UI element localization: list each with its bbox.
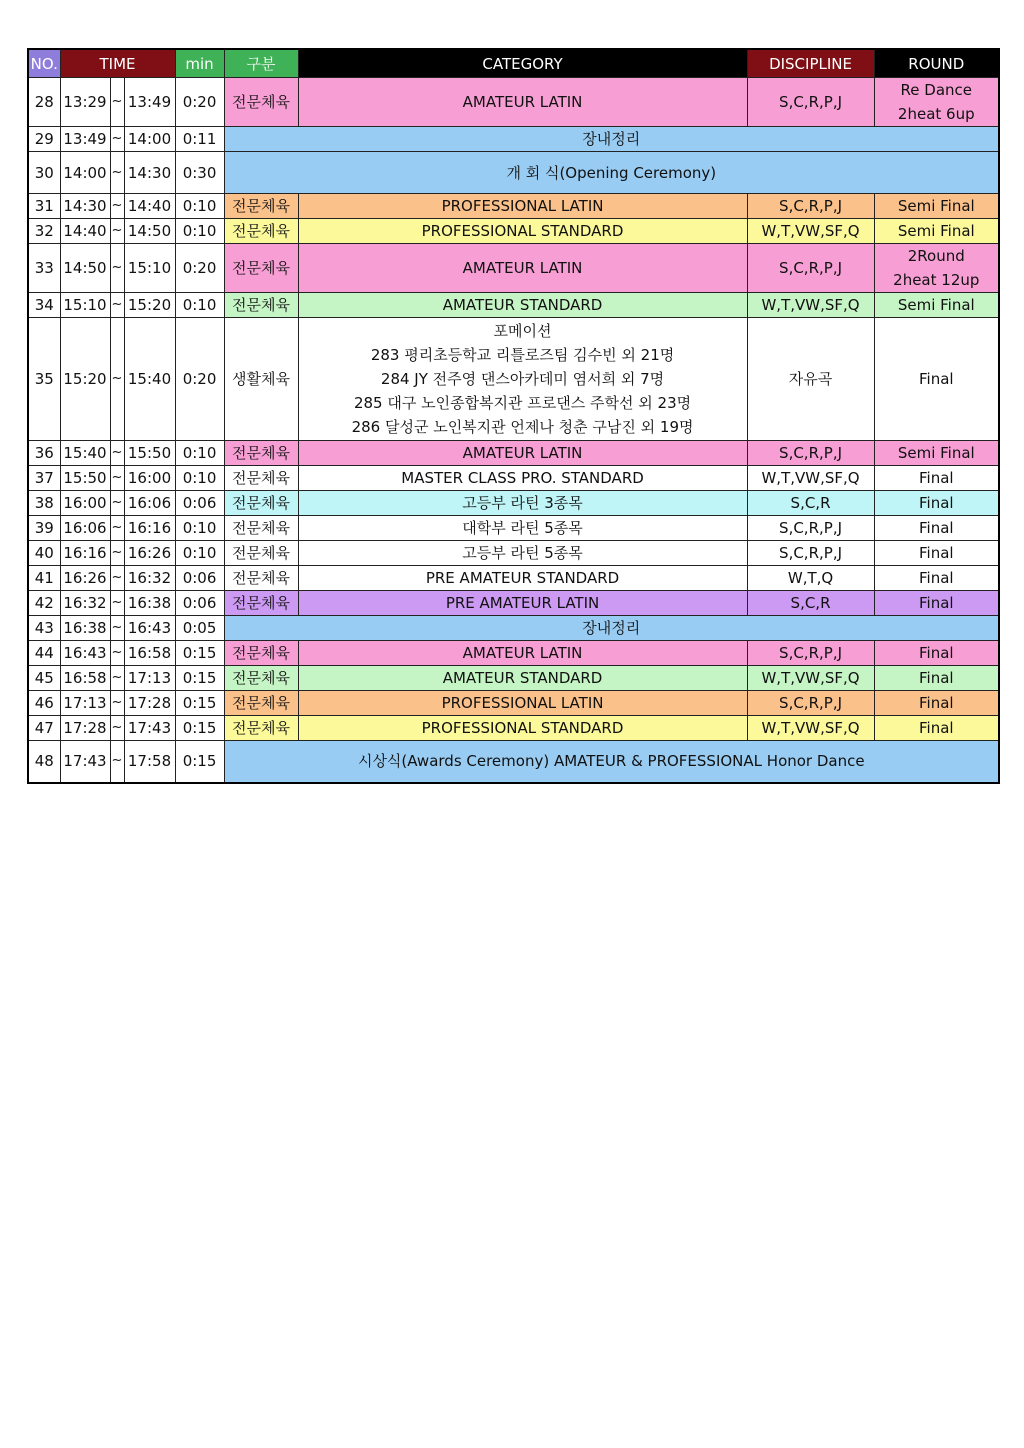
row-minutes: 0:10 xyxy=(175,194,224,219)
row-minutes: 0:15 xyxy=(175,691,224,716)
category-line: 283 평리초등학교 리틀로즈팀 김수빈 외 21명 xyxy=(370,346,675,364)
row-discipline: W,T,VW,SF,Q xyxy=(747,716,874,741)
round-line: Final xyxy=(918,494,954,512)
table-row xyxy=(28,244,999,293)
row-no: 43 xyxy=(28,616,60,641)
row-round xyxy=(874,244,999,293)
table-row xyxy=(28,541,999,566)
table-row xyxy=(28,152,999,194)
row-gubun: 전문체육 xyxy=(224,244,298,293)
table-row xyxy=(28,318,999,441)
table-row xyxy=(28,616,999,641)
category-line: 285 대구 노인종합복지관 프로댄스 주학선 외 23명 xyxy=(353,394,692,412)
round-line: 2Round xyxy=(907,247,965,265)
table-row xyxy=(28,466,999,491)
row-tilde: ~ xyxy=(110,741,124,783)
round-line: Final xyxy=(918,370,954,388)
row-gubun: 전문체육 xyxy=(224,78,298,127)
row-start-time: 13:49 xyxy=(60,127,110,152)
row-gubun: 전문체육 xyxy=(224,591,298,616)
row-no: 33 xyxy=(28,244,60,293)
row-minutes: 0:15 xyxy=(175,741,224,783)
row-minutes: 0:10 xyxy=(175,466,224,491)
row-no: 42 xyxy=(28,591,60,616)
row-end-time: 17:28 xyxy=(124,691,175,716)
round-line: Final xyxy=(918,669,954,687)
table-row xyxy=(28,293,999,318)
header-round: ROUND xyxy=(874,49,999,78)
row-end-time: 15:50 xyxy=(124,441,175,466)
row-tilde: ~ xyxy=(110,152,124,194)
row-end-time: 15:40 xyxy=(124,318,175,441)
row-round xyxy=(874,641,999,666)
table-row xyxy=(28,691,999,716)
row-span-text: 개 회 식(Opening Ceremony) xyxy=(224,152,999,194)
row-no: 45 xyxy=(28,666,60,691)
row-round xyxy=(874,293,999,318)
row-tilde: ~ xyxy=(110,541,124,566)
row-end-time: 16:43 xyxy=(124,616,175,641)
row-end-time: 14:40 xyxy=(124,194,175,219)
row-gubun: 전문체육 xyxy=(224,541,298,566)
round-line: Re Dance xyxy=(900,81,973,99)
category-line: 286 달성군 노인복지관 언제나 청춘 구남진 외 19명 xyxy=(351,418,694,436)
row-round xyxy=(874,566,999,591)
row-minutes: 0:15 xyxy=(175,641,224,666)
schedule-table xyxy=(27,48,1000,784)
row-end-time: 16:06 xyxy=(124,491,175,516)
round-line: Final xyxy=(918,694,954,712)
row-start-time: 16:38 xyxy=(60,616,110,641)
row-minutes: 0:30 xyxy=(175,152,224,194)
row-end-time: 16:26 xyxy=(124,541,175,566)
row-discipline: W,T,VW,SF,Q xyxy=(747,466,874,491)
row-start-time: 14:50 xyxy=(60,244,110,293)
table-row xyxy=(28,741,999,783)
row-minutes: 0:10 xyxy=(175,541,224,566)
row-start-time: 17:43 xyxy=(60,741,110,783)
row-tilde: ~ xyxy=(110,516,124,541)
row-gubun: 전문체육 xyxy=(224,491,298,516)
row-category: PROFESSIONAL LATIN xyxy=(298,691,747,716)
row-round xyxy=(874,466,999,491)
row-tilde: ~ xyxy=(110,127,124,152)
row-tilde: ~ xyxy=(110,194,124,219)
row-start-time: 16:06 xyxy=(60,516,110,541)
row-gubun: 생활체육 xyxy=(224,318,298,441)
row-category: PROFESSIONAL LATIN xyxy=(298,194,747,219)
header-discipline: DISCIPLINE xyxy=(747,49,874,78)
row-gubun: 전문체육 xyxy=(224,641,298,666)
round-line: Final xyxy=(918,594,954,612)
row-discipline: S,C,R xyxy=(747,591,874,616)
row-start-time: 15:20 xyxy=(60,318,110,441)
round-line: Semi Final xyxy=(897,444,975,462)
row-category: AMATEUR LATIN xyxy=(298,244,747,293)
row-minutes: 0:15 xyxy=(175,716,224,741)
row-tilde: ~ xyxy=(110,566,124,591)
row-no: 37 xyxy=(28,466,60,491)
row-end-time: 17:43 xyxy=(124,716,175,741)
row-minutes: 0:20 xyxy=(175,244,224,293)
row-no: 47 xyxy=(28,716,60,741)
row-tilde: ~ xyxy=(110,466,124,491)
row-tilde: ~ xyxy=(110,441,124,466)
row-minutes: 0:10 xyxy=(175,219,224,244)
row-discipline: S,C,R,P,J xyxy=(747,194,874,219)
row-gubun: 전문체육 xyxy=(224,194,298,219)
row-discipline: W,T,Q xyxy=(747,566,874,591)
row-discipline: S,C,R,P,J xyxy=(747,541,874,566)
row-category: 대학부 라틴 5종목 xyxy=(298,516,747,541)
row-gubun: 전문체육 xyxy=(224,716,298,741)
row-end-time: 15:10 xyxy=(124,244,175,293)
row-category: 고등부 라틴 3종목 xyxy=(298,491,747,516)
row-end-time: 16:16 xyxy=(124,516,175,541)
row-minutes: 0:20 xyxy=(175,78,224,127)
row-gubun: 전문체육 xyxy=(224,441,298,466)
round-line: Final xyxy=(918,644,954,662)
row-gubun: 전문체육 xyxy=(224,666,298,691)
row-round xyxy=(874,541,999,566)
round-line: Semi Final xyxy=(897,222,975,240)
round-line: Final xyxy=(918,569,954,587)
row-end-time: 16:58 xyxy=(124,641,175,666)
row-round xyxy=(874,219,999,244)
row-start-time: 17:13 xyxy=(60,691,110,716)
row-category: AMATEUR STANDARD xyxy=(298,666,747,691)
row-category: PRE AMATEUR LATIN xyxy=(298,591,747,616)
row-no: 35 xyxy=(28,318,60,441)
row-no: 44 xyxy=(28,641,60,666)
table-row xyxy=(28,194,999,219)
round-line: Final xyxy=(918,469,954,487)
round-line: Semi Final xyxy=(897,197,975,215)
row-category: PROFESSIONAL STANDARD xyxy=(298,219,747,244)
schedule-body xyxy=(28,78,999,783)
row-category: AMATEUR LATIN xyxy=(298,78,747,127)
row-end-time: 14:00 xyxy=(124,127,175,152)
row-minutes: 0:06 xyxy=(175,491,224,516)
row-category: AMATEUR LATIN xyxy=(298,441,747,466)
header-row xyxy=(28,49,999,78)
row-no: 38 xyxy=(28,491,60,516)
row-tilde: ~ xyxy=(110,78,124,127)
row-discipline: S,C,R,P,J xyxy=(747,441,874,466)
table-row xyxy=(28,219,999,244)
row-category: 고등부 라틴 5종목 xyxy=(298,541,747,566)
row-category: PROFESSIONAL STANDARD xyxy=(298,716,747,741)
row-no: 32 xyxy=(28,219,60,244)
row-end-time: 13:49 xyxy=(124,78,175,127)
row-end-time: 17:58 xyxy=(124,741,175,783)
row-minutes: 0:10 xyxy=(175,293,224,318)
row-end-time: 17:13 xyxy=(124,666,175,691)
row-start-time: 15:50 xyxy=(60,466,110,491)
round-line: Semi Final xyxy=(897,296,975,314)
row-end-time: 16:00 xyxy=(124,466,175,491)
table-row xyxy=(28,441,999,466)
row-tilde: ~ xyxy=(110,219,124,244)
row-minutes: 0:20 xyxy=(175,318,224,441)
row-end-time: 15:20 xyxy=(124,293,175,318)
row-gubun: 전문체육 xyxy=(224,566,298,591)
row-start-time: 16:58 xyxy=(60,666,110,691)
row-round xyxy=(874,318,999,441)
row-start-time: 16:00 xyxy=(60,491,110,516)
row-start-time: 14:00 xyxy=(60,152,110,194)
table-row xyxy=(28,716,999,741)
row-discipline: W,T,VW,SF,Q xyxy=(747,666,874,691)
category-line: 포메이션 xyxy=(493,322,552,340)
row-gubun: 전문체육 xyxy=(224,691,298,716)
table-row xyxy=(28,78,999,127)
row-start-time: 16:16 xyxy=(60,541,110,566)
row-discipline: S,C,R,P,J xyxy=(747,641,874,666)
row-discipline: S,C,R,P,J xyxy=(747,516,874,541)
row-round xyxy=(874,78,999,127)
row-span-text: 장내정리 xyxy=(224,616,999,641)
row-round xyxy=(874,666,999,691)
row-minutes: 0:10 xyxy=(175,441,224,466)
row-category xyxy=(298,318,747,441)
row-category: AMATEUR LATIN xyxy=(298,641,747,666)
row-discipline: S,C,R,P,J xyxy=(747,78,874,127)
row-start-time: 16:32 xyxy=(60,591,110,616)
row-span-text: 시상식(Awards Ceremony) AMATEUR & PROFESSIONAL Honor Dance xyxy=(224,741,999,783)
row-round xyxy=(874,716,999,741)
row-no: 29 xyxy=(28,127,60,152)
row-tilde: ~ xyxy=(110,591,124,616)
row-round xyxy=(874,194,999,219)
row-discipline: 자유곡 xyxy=(747,318,874,441)
table-row xyxy=(28,666,999,691)
row-no: 28 xyxy=(28,78,60,127)
round-line: Final xyxy=(918,544,954,562)
row-tilde: ~ xyxy=(110,616,124,641)
row-round xyxy=(874,441,999,466)
row-category: PRE AMATEUR STANDARD xyxy=(298,566,747,591)
row-start-time: 15:10 xyxy=(60,293,110,318)
row-minutes: 0:15 xyxy=(175,666,224,691)
row-round xyxy=(874,491,999,516)
table-row xyxy=(28,641,999,666)
row-start-time: 16:26 xyxy=(60,566,110,591)
row-no: 31 xyxy=(28,194,60,219)
row-no: 30 xyxy=(28,152,60,194)
row-end-time: 14:30 xyxy=(124,152,175,194)
row-round xyxy=(874,516,999,541)
header-min: min xyxy=(175,49,224,78)
row-start-time: 16:43 xyxy=(60,641,110,666)
row-no: 34 xyxy=(28,293,60,318)
row-no: 46 xyxy=(28,691,60,716)
row-end-time: 16:38 xyxy=(124,591,175,616)
row-gubun: 전문체육 xyxy=(224,516,298,541)
row-minutes: 0:06 xyxy=(175,566,224,591)
round-line: 2heat 12up xyxy=(893,271,980,289)
row-end-time: 16:32 xyxy=(124,566,175,591)
table-row xyxy=(28,516,999,541)
table-row xyxy=(28,566,999,591)
row-start-time: 17:28 xyxy=(60,716,110,741)
row-gubun: 전문체육 xyxy=(224,219,298,244)
row-tilde: ~ xyxy=(110,666,124,691)
row-gubun: 전문체육 xyxy=(224,466,298,491)
row-start-time: 15:40 xyxy=(60,441,110,466)
row-category: MASTER CLASS PRO. STANDARD xyxy=(298,466,747,491)
row-no: 48 xyxy=(28,741,60,783)
header-category: CATEGORY xyxy=(298,49,747,78)
row-round xyxy=(874,691,999,716)
table-row xyxy=(28,127,999,152)
header-no: NO. xyxy=(28,49,60,78)
header-time: TIME xyxy=(60,49,175,78)
row-span-text: 장내정리 xyxy=(224,127,999,152)
row-tilde: ~ xyxy=(110,293,124,318)
row-round xyxy=(874,591,999,616)
row-tilde: ~ xyxy=(110,318,124,441)
row-minutes: 0:11 xyxy=(175,127,224,152)
row-tilde: ~ xyxy=(110,491,124,516)
row-tilde: ~ xyxy=(110,691,124,716)
row-gubun: 전문체육 xyxy=(224,293,298,318)
row-end-time: 14:50 xyxy=(124,219,175,244)
row-no: 36 xyxy=(28,441,60,466)
table-row xyxy=(28,591,999,616)
schedule-sheet xyxy=(27,48,998,784)
row-minutes: 0:10 xyxy=(175,516,224,541)
row-tilde: ~ xyxy=(110,244,124,293)
round-line: Final xyxy=(918,719,954,737)
row-no: 41 xyxy=(28,566,60,591)
row-discipline: S,C,R,P,J xyxy=(747,691,874,716)
row-no: 40 xyxy=(28,541,60,566)
table-row xyxy=(28,491,999,516)
row-start-time: 13:29 xyxy=(60,78,110,127)
row-discipline: W,T,VW,SF,Q xyxy=(747,293,874,318)
row-tilde: ~ xyxy=(110,641,124,666)
row-tilde: ~ xyxy=(110,716,124,741)
header-gubun: 구분 xyxy=(224,49,298,78)
round-line: 2heat 6up xyxy=(897,105,975,123)
row-discipline: S,C,R xyxy=(747,491,874,516)
row-minutes: 0:05 xyxy=(175,616,224,641)
row-start-time: 14:40 xyxy=(60,219,110,244)
row-category: AMATEUR STANDARD xyxy=(298,293,747,318)
row-start-time: 14:30 xyxy=(60,194,110,219)
row-discipline: S,C,R,P,J xyxy=(747,244,874,293)
row-discipline: W,T,VW,SF,Q xyxy=(747,219,874,244)
row-no: 39 xyxy=(28,516,60,541)
round-line: Final xyxy=(918,519,954,537)
row-minutes: 0:06 xyxy=(175,591,224,616)
category-line: 284 JY 전주영 댄스아카데미 염서희 외 7명 xyxy=(380,370,665,388)
